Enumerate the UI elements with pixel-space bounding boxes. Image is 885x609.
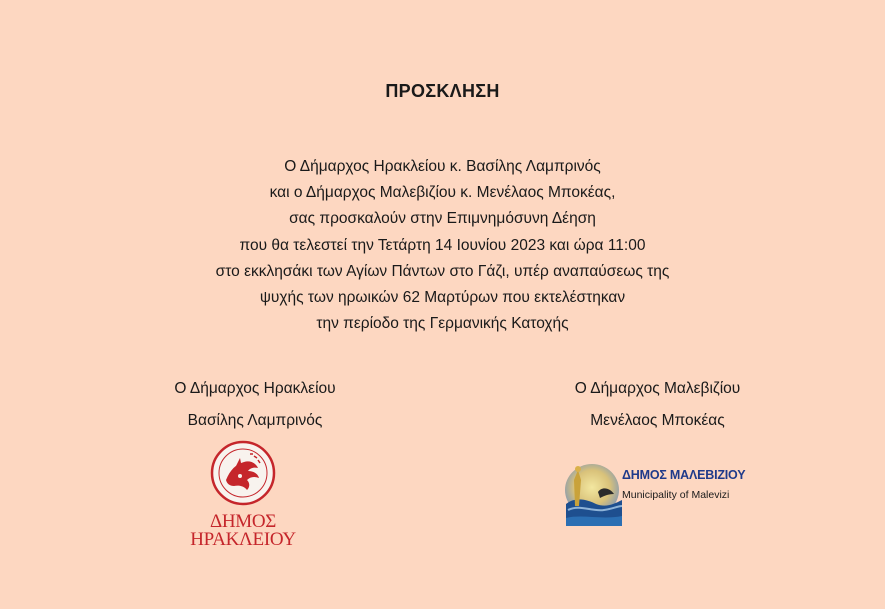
body-line: Ο Δήμαρχος Ηρακλείου κ. Βασίλης Λαμπρινός (284, 158, 601, 175)
invitation-body (0, 154, 885, 337)
logo-text: ΔΗΜΟΣ ΜΑΛΕΒΙΖΙΟΥ (622, 468, 746, 482)
signature-heraklion (140, 379, 370, 431)
logo-text: ΗΡΑΚΛΕΙΟΥ (190, 529, 296, 550)
body-line: στο εκκλησάκι των Αγίων Πάντων στο Γάζι, υπέρ αναπαύσεως της (215, 262, 670, 280)
body-line: και ο Δήμαρχος Μαλεβιζίου κ. Μενέλαος Μποκέας, (269, 184, 616, 202)
heraklion-logo (183, 440, 303, 552)
malevizi-emblem-icon (562, 460, 624, 528)
signature-malevizi (540, 379, 775, 431)
body-line: ψυχής των ηρωικών 62 Μαρτύρων που εκτελέστηκαν (259, 289, 626, 307)
signatory-name: Μενέλαος Μποκέας (590, 412, 725, 429)
heraklion-seal-icon (210, 440, 276, 506)
body-line: την περίοδο της Γερμανικής Κατοχής (316, 315, 569, 333)
body-line: που θα τελεστεί την Τετάρτη 14 Ιουνίου 2023 και ώρα 11:00 (239, 236, 646, 254)
logo-text: Municipality of Malevizi (622, 489, 730, 501)
signatory-role: Ο Δήμαρχος Μαλεβιζίου (574, 380, 741, 397)
signatory-name: Βασίλης Λαμπρινός (187, 412, 323, 429)
signatory-role: Ο Δήμαρχος Ηρακλείου (174, 380, 336, 397)
malevizi-logo (562, 460, 746, 528)
invitation-title: ΠΡΟΣΚΛΗΣΗ (385, 81, 500, 101)
logo-text: ΔΗΜΟΣ (209, 511, 277, 532)
body-line: σας προσκαλούν στην Επιμνημόσυνη Δέηση (289, 210, 596, 228)
